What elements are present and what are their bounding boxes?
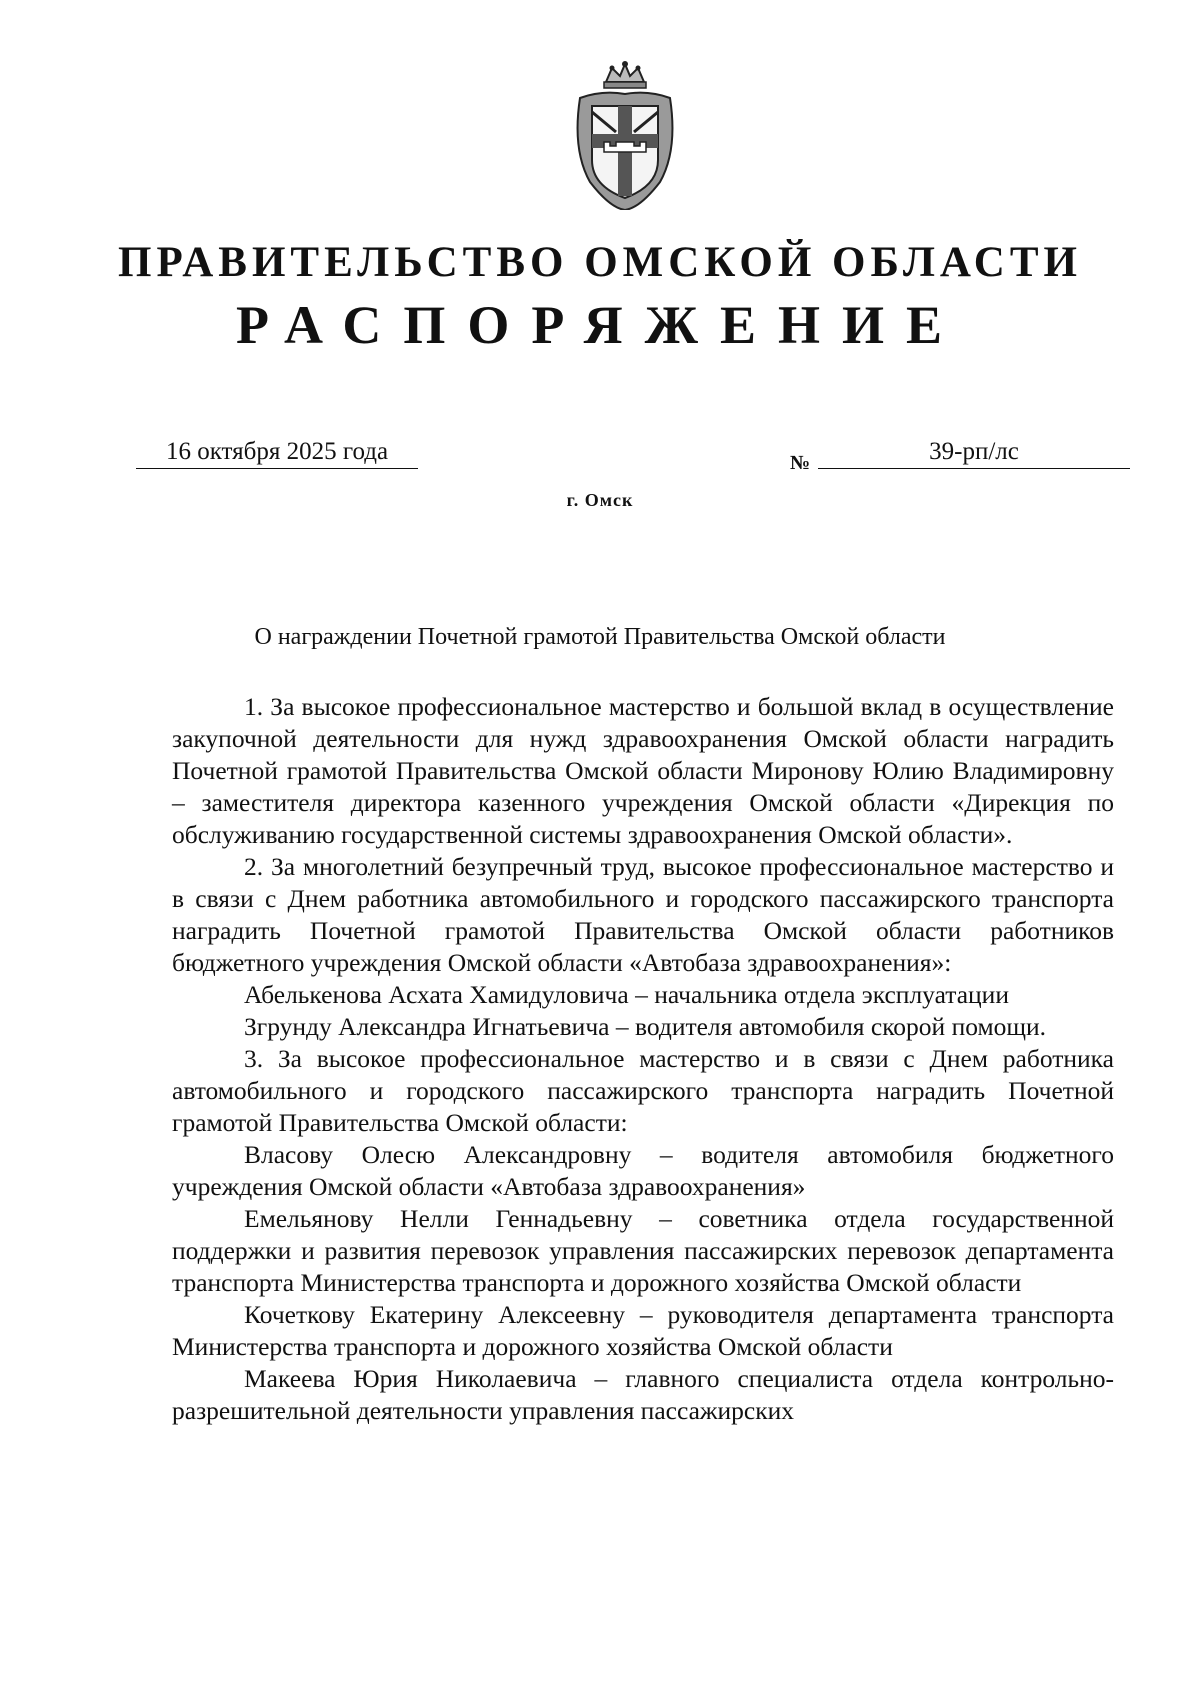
awardee-emelyanova: Емельянову Нелли Геннадьевну – советника отдела государственной поддержки и развития перевозок управления пассажирских перевозок департамента транспорта Министерства транспорта и дорожного хозяйства Омской области [172,1204,1114,1297]
paragraph-3: 3. За высокое профессиональное мастерство и в связи с Днем работника автомобильного и городского пассажирского транспорта наградить Почетной грамотой Правительства Омской области: [172,1044,1114,1137]
city: г. Омск [566,490,634,510]
awardee-kochetkova: Кочеткову Екатерину Алексеевну – руководителя департамента транспорта Министерства транспорта и дорожного хозяйства Омской области [172,1300,1114,1361]
awardee-abelkenov: Абелькенова Асхата Хамидуловича – начальника отдела эксплуатации [244,980,1009,1009]
paragraph-1: 1. За высокое профессиональное мастерство и большой вклад в осуществление закупочной деятельности для нужд здравоохранения Омской области наградить Почетной грамотой Правительства Омской области Миронову Юлию Владимировну – заместителя директора казенного учреждения Омской области «Дирекция по обслуживанию государственной системы здравоохранения Омской области». [172,692,1114,849]
document-body [172,691,1114,1427]
awardee-vlasova: Власову Олесю Александровну – водителя автомобиля бюджетного учреждения Омской области «Автобаза здравоохранения» [172,1140,1114,1201]
document-subject: О награждении Почетной грамотой Правительства Омской области [254,624,946,650]
awardee-makeev: Макеева Юрия Николаевича – главного специалиста отдела контрольно-разрешительной деятельности управления пассажирских [172,1364,1114,1425]
paragraph-2: 2. За многолетний безупречный труд, высокое профессиональное мастерство и в связи с Днем работника автомобильного и городского пассажирского транспорта наградить Почетной грамотой Правительства Омской области работников бюджетного учреждения Омской области «Автобаза здравоохранения»: [172,852,1114,977]
document-date: 16 октября 2025 года [136,438,418,469]
document-type: РАСПОРЯЖЕНИЕ [235,295,965,355]
number-sign: № [790,452,811,474]
government-title: ПРАВИТЕЛЬСТВО ОМСКОЙ ОБЛАСТИ [118,239,1082,286]
awardee-zgrunda: Згрунду Александра Игнатьевича – водителя автомобиля скорой помощи. [244,1012,1047,1041]
coat-of-arms-icon [570,60,680,210]
document-number: 39-рп/лс [818,438,1130,469]
